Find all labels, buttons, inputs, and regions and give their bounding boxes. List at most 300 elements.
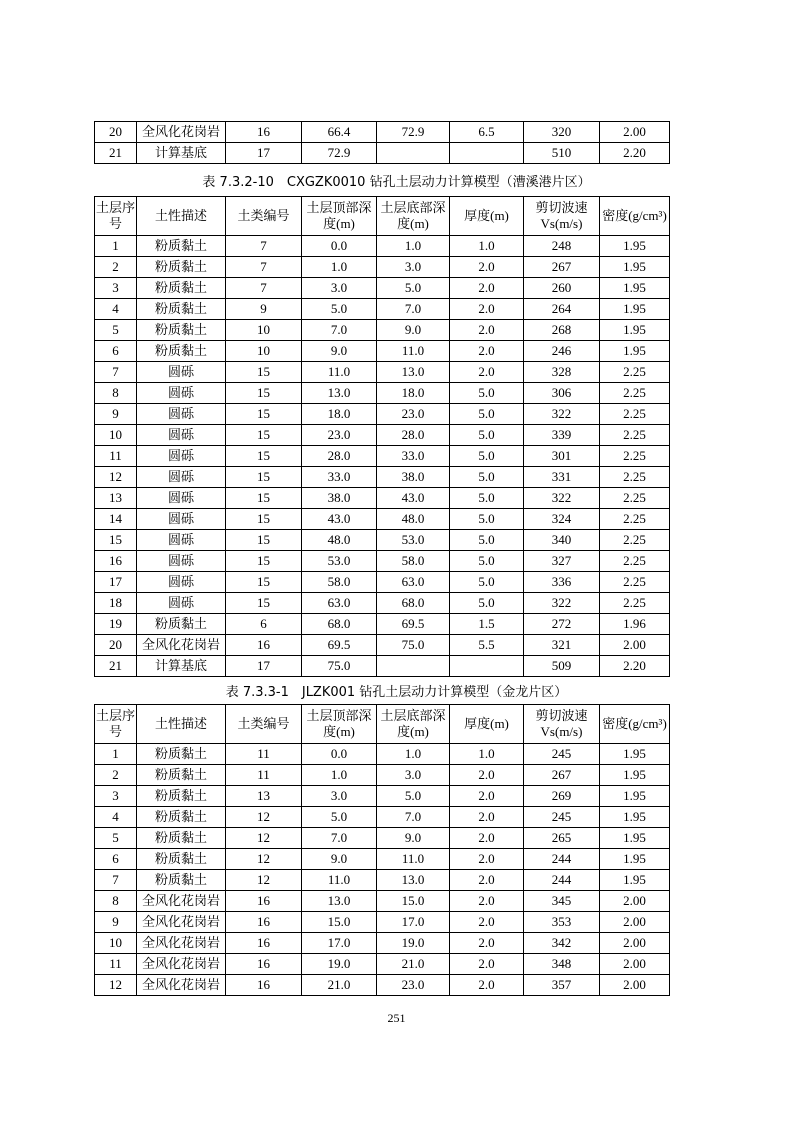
cell-soil-desc: 全风化花岗岩 — [137, 975, 226, 996]
cell-layer-no: 10 — [95, 933, 137, 954]
cell-top-depth: 9.0 — [302, 849, 377, 870]
table-caption-cxgzk0010: 表 7.3.2-10 CXGZK0010 钻孔土层动力计算模型（漕溪港片区） — [202, 175, 591, 190]
cell-soil-code: 7 — [226, 236, 302, 257]
cell-thickness: 2.0 — [450, 891, 524, 912]
header-shear-wave-velocity: 剪切波速Vs(m/s) — [524, 197, 600, 236]
cell-top-depth: 21.0 — [302, 975, 377, 996]
cell-shear-wave-velocity: 328 — [524, 362, 600, 383]
cell-soil-code: 7 — [226, 257, 302, 278]
cell-density: 1.95 — [600, 257, 670, 278]
cell-shear-wave-velocity: 340 — [524, 530, 600, 551]
cell-density: 1.95 — [600, 320, 670, 341]
cell-soil-desc: 粉质黏土 — [137, 257, 226, 278]
cell-bottom-depth: 63.0 — [377, 572, 450, 593]
cell-layer-no: 7 — [95, 362, 137, 383]
cell-top-depth: 5.0 — [302, 299, 377, 320]
table-row — [95, 828, 670, 849]
cell-density: 1.95 — [600, 765, 670, 786]
table-row — [95, 912, 670, 933]
cell-thickness: 2.0 — [450, 870, 524, 891]
cell-layer-no: 9 — [95, 912, 137, 933]
cell-shear-wave-velocity: 264 — [524, 299, 600, 320]
cell-layer-no: 8 — [95, 383, 137, 404]
cell-soil-code: 15 — [226, 446, 302, 467]
cell-soil-desc: 粉质黏土 — [137, 341, 226, 362]
cell-density: 2.25 — [600, 593, 670, 614]
table-row — [95, 786, 670, 807]
table-row — [95, 341, 670, 362]
cell-bottom-depth: 1.0 — [377, 744, 450, 765]
cell-soil-code: 15 — [226, 488, 302, 509]
cell-soil-code: 12 — [226, 807, 302, 828]
cell-soil-code: 15 — [226, 425, 302, 446]
cell-thickness: 1.5 — [450, 614, 524, 635]
cell-shear-wave-velocity: 301 — [524, 446, 600, 467]
cell-shear-wave-velocity: 269 — [524, 786, 600, 807]
cell-bottom-depth: 11.0 — [377, 849, 450, 870]
cell-top-depth: 1.0 — [302, 765, 377, 786]
cell-soil-desc: 圆砾 — [137, 488, 226, 509]
cell-shear-wave-velocity: 267 — [524, 765, 600, 786]
table-row — [95, 870, 670, 891]
cell-thickness: 5.0 — [450, 467, 524, 488]
cell-thickness: 2.0 — [450, 807, 524, 828]
cell-thickness: 1.0 — [450, 236, 524, 257]
cell-soil-code: 16 — [226, 122, 302, 143]
table-row — [95, 551, 670, 572]
header-layer-no: 土层序号 — [95, 705, 137, 744]
table-row — [95, 404, 670, 425]
cell-bottom-depth: 5.0 — [377, 786, 450, 807]
cell-bottom-depth — [377, 143, 450, 164]
cell-soil-desc: 全风化花岗岩 — [137, 933, 226, 954]
table-header-row — [95, 705, 670, 744]
cell-shear-wave-velocity: 345 — [524, 891, 600, 912]
cell-thickness: 5.0 — [450, 488, 524, 509]
cell-density: 2.25 — [600, 488, 670, 509]
table-row — [95, 572, 670, 593]
header-soil-code: 土类编号 — [226, 197, 302, 236]
cell-soil-code: 7 — [226, 278, 302, 299]
cell-layer-no: 17 — [95, 572, 137, 593]
cell-soil-desc: 全风化花岗岩 — [137, 912, 226, 933]
cell-thickness: 6.5 — [450, 122, 524, 143]
cell-bottom-depth: 58.0 — [377, 551, 450, 572]
cell-layer-no: 14 — [95, 509, 137, 530]
cell-top-depth: 3.0 — [302, 786, 377, 807]
cell-thickness: 2.0 — [450, 341, 524, 362]
cell-top-depth: 48.0 — [302, 530, 377, 551]
cell-soil-desc: 粉质黏土 — [137, 744, 226, 765]
cell-top-depth: 17.0 — [302, 933, 377, 954]
cell-thickness: 2.0 — [450, 975, 524, 996]
cell-bottom-depth: 72.9 — [377, 122, 450, 143]
cell-top-depth: 0.0 — [302, 236, 377, 257]
cell-soil-code: 16 — [226, 912, 302, 933]
header-shear-wave-velocity: 剪切波速Vs(m/s) — [524, 705, 600, 744]
cell-layer-no: 21 — [95, 656, 137, 677]
cell-density: 2.00 — [600, 933, 670, 954]
cell-layer-no: 13 — [95, 488, 137, 509]
table-row — [95, 320, 670, 341]
table-row — [95, 975, 670, 996]
cell-thickness: 5.0 — [450, 404, 524, 425]
cell-density: 1.95 — [600, 299, 670, 320]
header-thickness: 厚度(m) — [450, 197, 524, 236]
cell-top-depth: 58.0 — [302, 572, 377, 593]
cell-density: 2.00 — [600, 975, 670, 996]
cell-bottom-depth: 21.0 — [377, 954, 450, 975]
table-row — [95, 509, 670, 530]
cell-shear-wave-velocity: 322 — [524, 593, 600, 614]
cell-bottom-depth: 3.0 — [377, 765, 450, 786]
cell-shear-wave-velocity: 272 — [524, 614, 600, 635]
cell-thickness: 5.0 — [450, 383, 524, 404]
cell-density: 1.95 — [600, 278, 670, 299]
cell-top-depth: 19.0 — [302, 954, 377, 975]
header-top-depth: 土层顶部深度(m) — [302, 197, 377, 236]
cell-layer-no: 9 — [95, 404, 137, 425]
cell-soil-desc: 圆砾 — [137, 467, 226, 488]
cell-soil-desc: 全风化花岗岩 — [137, 891, 226, 912]
cell-thickness: 2.0 — [450, 849, 524, 870]
cell-layer-no: 15 — [95, 530, 137, 551]
cell-layer-no: 18 — [95, 593, 137, 614]
cell-density: 1.95 — [600, 870, 670, 891]
table-row — [95, 488, 670, 509]
cell-soil-code: 15 — [226, 362, 302, 383]
cell-thickness: 2.0 — [450, 786, 524, 807]
cell-thickness: 2.0 — [450, 278, 524, 299]
header-density: 密度(g/cm³) — [600, 197, 670, 236]
cell-bottom-depth: 48.0 — [377, 509, 450, 530]
cell-density: 2.25 — [600, 467, 670, 488]
cell-soil-code: 11 — [226, 765, 302, 786]
cell-bottom-depth: 7.0 — [377, 807, 450, 828]
cell-top-depth: 43.0 — [302, 509, 377, 530]
cell-soil-code: 6 — [226, 614, 302, 635]
cell-bottom-depth: 28.0 — [377, 425, 450, 446]
cell-shear-wave-velocity: 322 — [524, 488, 600, 509]
cell-density: 2.25 — [600, 551, 670, 572]
cell-shear-wave-velocity: 248 — [524, 236, 600, 257]
cell-top-depth: 23.0 — [302, 425, 377, 446]
cell-layer-no: 12 — [95, 467, 137, 488]
cell-shear-wave-velocity: 509 — [524, 656, 600, 677]
cell-density: 1.95 — [600, 849, 670, 870]
table-row — [95, 765, 670, 786]
cell-density: 1.95 — [600, 236, 670, 257]
cell-layer-no: 11 — [95, 954, 137, 975]
cell-soil-code: 16 — [226, 954, 302, 975]
cell-top-depth: 7.0 — [302, 828, 377, 849]
cell-bottom-depth: 53.0 — [377, 530, 450, 551]
cell-layer-no: 3 — [95, 278, 137, 299]
cell-shear-wave-velocity: 244 — [524, 870, 600, 891]
cell-bottom-depth: 43.0 — [377, 488, 450, 509]
cell-shear-wave-velocity: 342 — [524, 933, 600, 954]
cell-soil-code: 12 — [226, 870, 302, 891]
cell-soil-desc: 圆砾 — [137, 530, 226, 551]
soil-table-jlzk001 — [94, 704, 670, 996]
cell-shear-wave-velocity: 324 — [524, 509, 600, 530]
cell-soil-desc: 圆砾 — [137, 593, 226, 614]
table-row — [95, 933, 670, 954]
cell-shear-wave-velocity: 327 — [524, 551, 600, 572]
cell-top-depth: 1.0 — [302, 257, 377, 278]
cell-soil-desc: 圆砾 — [137, 551, 226, 572]
cell-soil-desc: 粉质黏土 — [137, 236, 226, 257]
cell-top-depth: 13.0 — [302, 383, 377, 404]
cell-layer-no: 16 — [95, 551, 137, 572]
table-row — [95, 467, 670, 488]
cell-thickness: 1.0 — [450, 744, 524, 765]
cell-soil-code: 15 — [226, 593, 302, 614]
table-row — [95, 143, 670, 164]
cell-soil-desc: 粉质黏土 — [137, 278, 226, 299]
cell-thickness — [450, 656, 524, 677]
cell-soil-desc: 全风化花岗岩 — [137, 954, 226, 975]
soil-table-continued — [94, 121, 670, 164]
cell-layer-no: 20 — [95, 635, 137, 656]
table-row — [95, 891, 670, 912]
cell-soil-desc: 圆砾 — [137, 404, 226, 425]
cell-density: 1.96 — [600, 614, 670, 635]
cell-soil-code: 15 — [226, 551, 302, 572]
header-density: 密度(g/cm³) — [600, 705, 670, 744]
cell-soil-desc: 全风化花岗岩 — [137, 635, 226, 656]
cell-soil-code: 15 — [226, 572, 302, 593]
cell-density: 2.25 — [600, 446, 670, 467]
cell-soil-code: 12 — [226, 849, 302, 870]
cell-thickness: 5.0 — [450, 509, 524, 530]
header-bottom-depth: 土层底部深度(m) — [377, 705, 450, 744]
cell-bottom-depth: 15.0 — [377, 891, 450, 912]
cell-top-depth: 66.4 — [302, 122, 377, 143]
cell-shear-wave-velocity: 260 — [524, 278, 600, 299]
cell-density: 2.20 — [600, 143, 670, 164]
cell-top-depth: 13.0 — [302, 891, 377, 912]
cell-top-depth: 5.0 — [302, 807, 377, 828]
cell-soil-desc: 粉质黏土 — [137, 299, 226, 320]
cell-bottom-depth: 9.0 — [377, 320, 450, 341]
cell-shear-wave-velocity: 510 — [524, 143, 600, 164]
cell-top-depth: 7.0 — [302, 320, 377, 341]
cell-thickness: 2.0 — [450, 257, 524, 278]
cell-thickness: 2.0 — [450, 933, 524, 954]
cell-bottom-depth: 18.0 — [377, 383, 450, 404]
cell-soil-desc: 粉质黏土 — [137, 807, 226, 828]
cell-soil-code: 17 — [226, 656, 302, 677]
table-row — [95, 614, 670, 635]
cell-soil-desc: 圆砾 — [137, 362, 226, 383]
cell-top-depth: 63.0 — [302, 593, 377, 614]
cell-bottom-depth: 1.0 — [377, 236, 450, 257]
cell-thickness: 5.0 — [450, 551, 524, 572]
table-row — [95, 446, 670, 467]
cell-soil-code: 11 — [226, 744, 302, 765]
cell-soil-code: 10 — [226, 320, 302, 341]
table-row — [95, 954, 670, 975]
cell-top-depth: 33.0 — [302, 467, 377, 488]
cell-layer-no: 12 — [95, 975, 137, 996]
cell-bottom-depth: 23.0 — [377, 975, 450, 996]
cell-layer-no: 21 — [95, 143, 137, 164]
soil-table-cxgzk0010 — [94, 196, 670, 677]
cell-shear-wave-velocity: 357 — [524, 975, 600, 996]
header-soil-desc: 土性描述 — [137, 197, 226, 236]
cell-soil-code: 12 — [226, 828, 302, 849]
cell-shear-wave-velocity: 245 — [524, 807, 600, 828]
cell-density: 2.00 — [600, 954, 670, 975]
cell-soil-desc: 粉质黏土 — [137, 828, 226, 849]
header-layer-no: 土层序号 — [95, 197, 137, 236]
cell-thickness: 2.0 — [450, 828, 524, 849]
cell-thickness: 2.0 — [450, 954, 524, 975]
cell-density: 2.00 — [600, 122, 670, 143]
cell-layer-no: 20 — [95, 122, 137, 143]
cell-thickness — [450, 143, 524, 164]
cell-shear-wave-velocity: 339 — [524, 425, 600, 446]
cell-soil-desc: 圆砾 — [137, 425, 226, 446]
cell-density: 2.25 — [600, 383, 670, 404]
cell-top-depth: 11.0 — [302, 362, 377, 383]
cell-layer-no: 7 — [95, 870, 137, 891]
cell-soil-desc: 粉质黏土 — [137, 765, 226, 786]
cell-top-depth: 15.0 — [302, 912, 377, 933]
cell-density: 2.00 — [600, 912, 670, 933]
cell-bottom-depth: 19.0 — [377, 933, 450, 954]
cell-bottom-depth: 3.0 — [377, 257, 450, 278]
cell-shear-wave-velocity: 348 — [524, 954, 600, 975]
cell-bottom-depth: 13.0 — [377, 870, 450, 891]
cell-shear-wave-velocity: 265 — [524, 828, 600, 849]
cell-bottom-depth: 23.0 — [377, 404, 450, 425]
header-bottom-depth: 土层底部深度(m) — [377, 197, 450, 236]
table-row — [95, 278, 670, 299]
cell-layer-no: 1 — [95, 236, 137, 257]
table-header-row — [95, 197, 670, 236]
cell-top-depth: 18.0 — [302, 404, 377, 425]
header-soil-code: 土类编号 — [226, 705, 302, 744]
header-thickness: 厚度(m) — [450, 705, 524, 744]
cell-soil-desc: 粉质黏土 — [137, 870, 226, 891]
cell-density: 1.95 — [600, 786, 670, 807]
cell-density: 1.95 — [600, 744, 670, 765]
table-row — [95, 299, 670, 320]
cell-soil-desc: 圆砾 — [137, 572, 226, 593]
cell-density: 2.00 — [600, 635, 670, 656]
cell-shear-wave-velocity: 336 — [524, 572, 600, 593]
cell-bottom-depth: 69.5 — [377, 614, 450, 635]
cell-top-depth: 68.0 — [302, 614, 377, 635]
cell-layer-no: 6 — [95, 341, 137, 362]
cell-density: 2.25 — [600, 572, 670, 593]
table-caption-jlzk001: 表 7.3.3-1 JLZK001 钻孔土层动力计算模型（金龙片区） — [225, 685, 568, 700]
cell-layer-no: 1 — [95, 744, 137, 765]
table-row — [95, 236, 670, 257]
cell-soil-code: 16 — [226, 635, 302, 656]
cell-density: 2.25 — [600, 509, 670, 530]
table-row — [95, 530, 670, 551]
cell-bottom-depth: 11.0 — [377, 341, 450, 362]
cell-soil-desc: 计算基底 — [137, 143, 226, 164]
cell-bottom-depth: 5.0 — [377, 278, 450, 299]
cell-bottom-depth: 7.0 — [377, 299, 450, 320]
cell-layer-no: 5 — [95, 320, 137, 341]
cell-soil-desc: 圆砾 — [137, 446, 226, 467]
cell-density: 1.95 — [600, 828, 670, 849]
cell-thickness: 2.0 — [450, 765, 524, 786]
table-row — [95, 257, 670, 278]
cell-soil-code: 15 — [226, 509, 302, 530]
cell-layer-no: 11 — [95, 446, 137, 467]
table-row — [95, 383, 670, 404]
cell-soil-desc: 粉质黏土 — [137, 849, 226, 870]
cell-density: 1.95 — [600, 807, 670, 828]
table-row — [95, 807, 670, 828]
header-top-depth: 土层顶部深度(m) — [302, 705, 377, 744]
cell-soil-desc: 粉质黏土 — [137, 614, 226, 635]
cell-layer-no: 8 — [95, 891, 137, 912]
cell-soil-code: 16 — [226, 975, 302, 996]
table-row — [95, 425, 670, 446]
cell-shear-wave-velocity: 267 — [524, 257, 600, 278]
cell-layer-no: 19 — [95, 614, 137, 635]
cell-soil-desc: 计算基底 — [137, 656, 226, 677]
cell-layer-no: 3 — [95, 786, 137, 807]
table-row — [95, 656, 670, 677]
cell-soil-desc: 圆砾 — [137, 509, 226, 530]
cell-thickness: 2.0 — [450, 299, 524, 320]
cell-shear-wave-velocity: 331 — [524, 467, 600, 488]
cell-soil-code: 16 — [226, 933, 302, 954]
cell-thickness: 5.0 — [450, 572, 524, 593]
cell-top-depth: 72.9 — [302, 143, 377, 164]
cell-layer-no: 10 — [95, 425, 137, 446]
table-row — [95, 593, 670, 614]
cell-top-depth: 28.0 — [302, 446, 377, 467]
cell-thickness: 5.0 — [450, 593, 524, 614]
cell-thickness: 5.0 — [450, 530, 524, 551]
cell-shear-wave-velocity: 320 — [524, 122, 600, 143]
cell-thickness: 2.0 — [450, 362, 524, 383]
cell-soil-code: 13 — [226, 786, 302, 807]
cell-shear-wave-velocity: 246 — [524, 341, 600, 362]
cell-soil-code: 9 — [226, 299, 302, 320]
cell-density: 2.25 — [600, 404, 670, 425]
cell-bottom-depth — [377, 656, 450, 677]
cell-shear-wave-velocity: 321 — [524, 635, 600, 656]
table-row — [95, 744, 670, 765]
cell-soil-desc: 粉质黏土 — [137, 786, 226, 807]
cell-top-depth: 53.0 — [302, 551, 377, 572]
page-number: 251 — [387, 1011, 406, 1025]
cell-density: 2.25 — [600, 530, 670, 551]
cell-thickness: 5.5 — [450, 635, 524, 656]
cell-bottom-depth: 75.0 — [377, 635, 450, 656]
cell-shear-wave-velocity: 353 — [524, 912, 600, 933]
table-row — [95, 122, 670, 143]
cell-thickness: 5.0 — [450, 425, 524, 446]
cell-soil-code: 15 — [226, 404, 302, 425]
cell-soil-desc: 全风化花岗岩 — [137, 122, 226, 143]
cell-density: 2.25 — [600, 362, 670, 383]
cell-layer-no: 2 — [95, 257, 137, 278]
cell-bottom-depth: 9.0 — [377, 828, 450, 849]
cell-thickness: 5.0 — [450, 446, 524, 467]
cell-bottom-depth: 38.0 — [377, 467, 450, 488]
